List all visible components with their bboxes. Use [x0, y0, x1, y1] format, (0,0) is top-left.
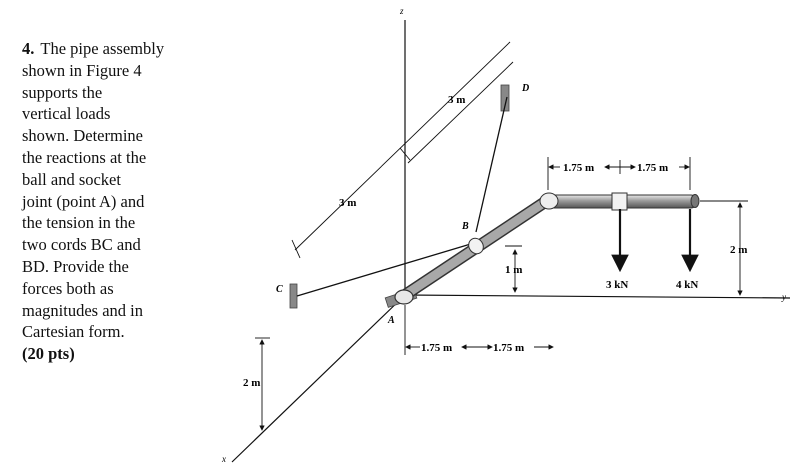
pipe-coupling: [612, 193, 627, 210]
dim-top-left-label: 1.75 m: [563, 162, 595, 174]
problem-text-line-11: forces both as: [22, 278, 114, 298]
problem-text-line-10: BD. Provide the: [22, 256, 129, 276]
problem-text-line-13: Cartesian form.: [22, 322, 125, 342]
dim-bottom-left-label: 1.75 m: [421, 342, 453, 354]
problem-text-line-4: shown. Determine: [22, 126, 143, 146]
dim-label-3m-upper: 3 m: [448, 94, 466, 106]
problem-text-line-1: shown in Figure 4: [22, 60, 142, 80]
pipe-bend: [540, 193, 558, 209]
dim-line-lower: [408, 62, 513, 163]
problem-text-line-6: ball and socket: [22, 169, 121, 189]
dim-2m-right-label: 2 m: [730, 244, 748, 256]
problem-text-line-12: magnitudes and in: [22, 300, 143, 320]
point-label-a: A: [388, 315, 395, 326]
x-axis-label: x: [222, 454, 226, 464]
cord-bd: [476, 97, 507, 232]
pipe-end: [691, 195, 699, 208]
anchor-c: [290, 284, 297, 308]
dim-1m-label: 1 m: [505, 264, 523, 276]
y-axis-label: y: [782, 292, 786, 302]
dim-2m-left-label: 2 m: [243, 377, 261, 389]
problem-text-line-2: supports the: [22, 82, 103, 102]
problem-text-line-5: the reactions at the: [22, 147, 147, 167]
dim-label-3m-lower: 3 m: [339, 197, 357, 209]
problem-text-line-9: two cords BC and: [22, 235, 141, 255]
ball-socket-a: [395, 290, 413, 304]
problem-number: 4.: [22, 39, 35, 58]
dim-bottom-right-label: 1.75 m: [493, 342, 525, 354]
point-label-d: D: [522, 83, 530, 94]
problem-text-line-8: the tension in the: [22, 213, 136, 233]
load-label-4kn: 4 kN: [676, 279, 699, 291]
problem-text-line-7: joint (point A) and: [22, 191, 145, 211]
problem-text-line-0: The pipe assembly: [40, 39, 165, 58]
dim-line-upper: [295, 42, 510, 250]
problem-points: (20 pts): [22, 344, 75, 364]
point-label-b: B: [462, 221, 469, 232]
load-label-3kn: 3 kN: [606, 279, 629, 291]
dim-tick-c: [292, 240, 300, 258]
dim-top-right-label: 1.75 m: [637, 162, 669, 174]
z-axis-label: z: [400, 6, 404, 16]
y-axis: [405, 295, 790, 298]
problem-text-line-3: vertical loads: [22, 104, 111, 124]
point-label-c: C: [276, 284, 283, 295]
